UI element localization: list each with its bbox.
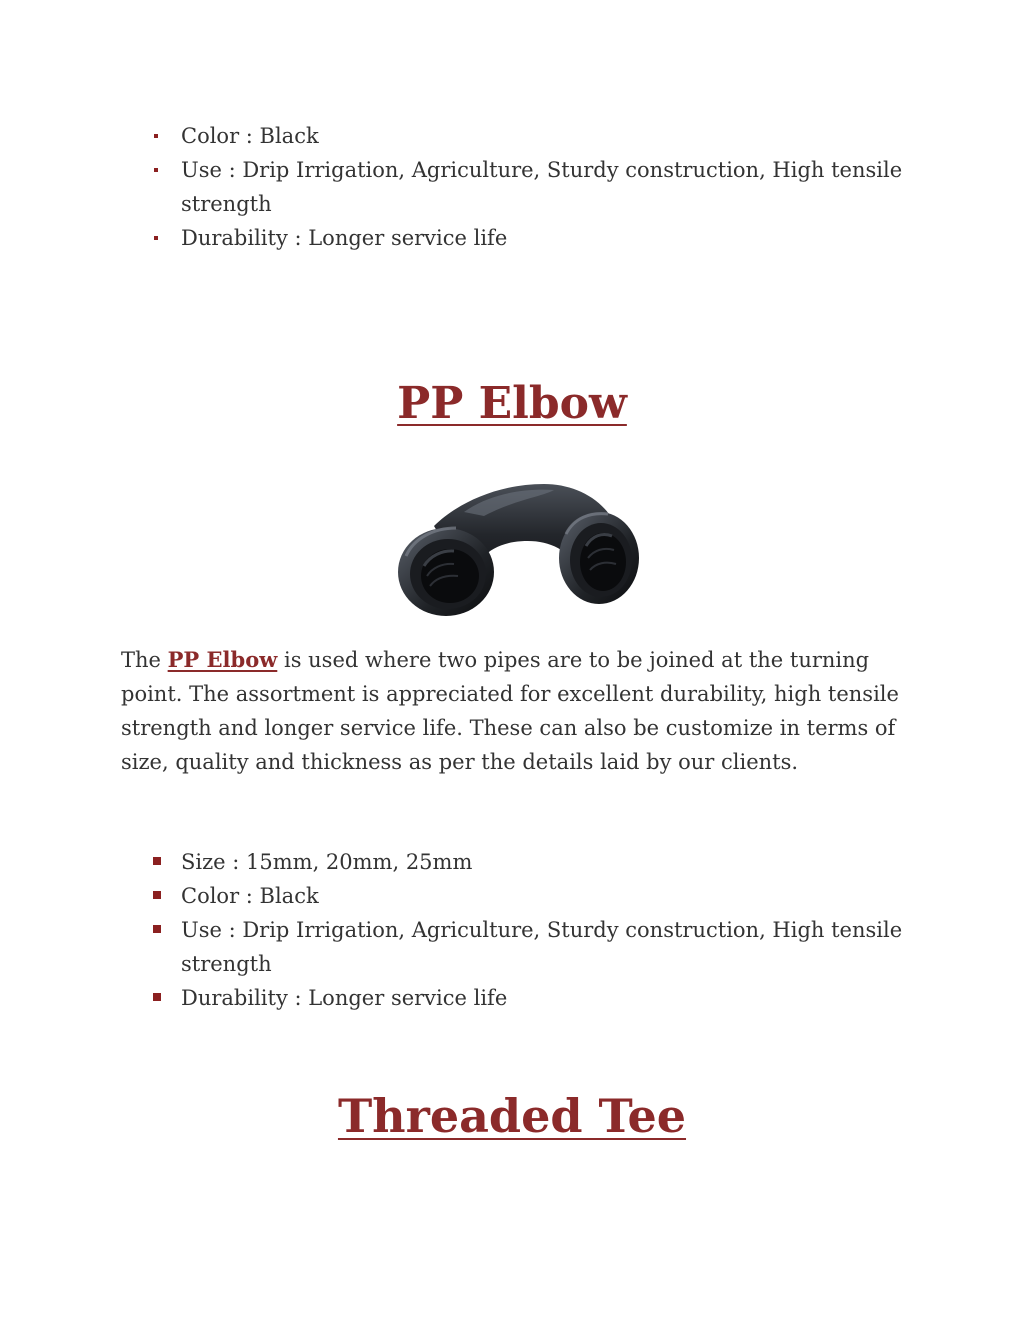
pp-elbow-spec-list bbox=[150, 845, 910, 1015]
list-item-text: Use : Drip Irrigation, Agriculture, Sturdy construction, High tensile strength bbox=[181, 158, 903, 216]
description-prefix: The bbox=[121, 648, 168, 672]
list-item bbox=[150, 879, 910, 913]
list-item-text: Color : Black bbox=[181, 124, 319, 148]
square-bullet-icon bbox=[153, 857, 161, 865]
list-item-text: Durability : Longer service life bbox=[181, 226, 508, 250]
list-item-text: Color : Black bbox=[181, 884, 319, 908]
pp-elbow-description bbox=[121, 643, 911, 779]
list-item bbox=[150, 913, 910, 981]
list-item bbox=[150, 981, 910, 1015]
list-item bbox=[150, 153, 910, 221]
square-bullet-icon bbox=[154, 168, 158, 172]
list-item bbox=[150, 845, 910, 879]
pp-elbow-heading[interactable]: PP Elbow bbox=[397, 378, 627, 429]
list-item bbox=[150, 221, 910, 255]
list-item-text: Use : Drip Irrigation, Agriculture, Sturdy construction, High tensile strength bbox=[181, 918, 903, 976]
list-item-text: Durability : Longer service life bbox=[181, 986, 508, 1010]
list-item bbox=[150, 119, 910, 153]
square-bullet-icon bbox=[154, 134, 158, 138]
top-spec-list bbox=[150, 119, 910, 255]
square-bullet-icon bbox=[153, 993, 161, 1001]
square-bullet-icon bbox=[154, 236, 158, 240]
pp-elbow-link[interactable]: PP Elbow bbox=[167, 647, 278, 672]
list-item-text: Size : 15mm, 20mm, 25mm bbox=[181, 850, 473, 874]
pp-elbow-image bbox=[394, 476, 642, 618]
description-body: is used where two pipes are to be joined at the turning point. The assortment is appreciated for excellent durability, high tensile strength and longer service life. These can also be customize in terms of size, quality and thickness as per the details laid by our clients. bbox=[121, 648, 899, 774]
threaded-tee-heading[interactable]: Threaded Tee bbox=[337, 1089, 687, 1143]
square-bullet-icon bbox=[153, 925, 161, 933]
square-bullet-icon bbox=[153, 891, 161, 899]
